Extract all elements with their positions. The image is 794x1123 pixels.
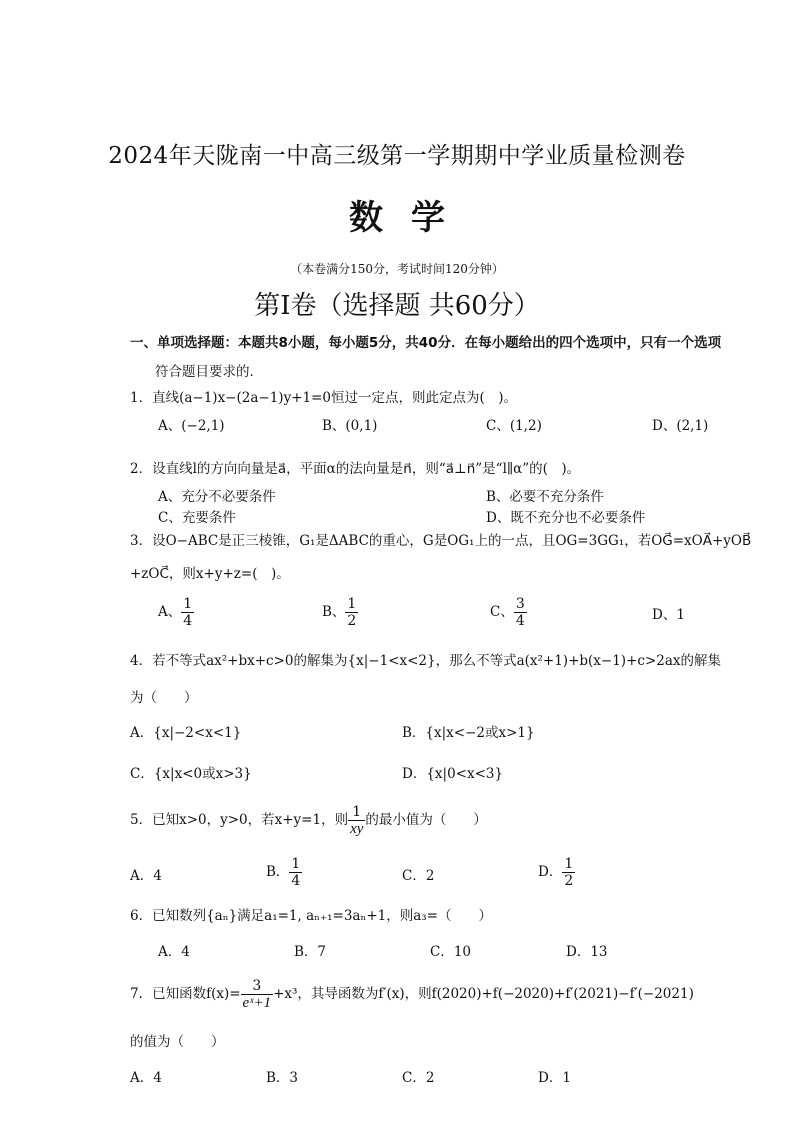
exam-note: （本卷满分150分，考试时间120分钟）: [290, 262, 504, 276]
question-1-option-c: C、(1,2): [486, 418, 542, 434]
question-5-stem: [130, 804, 487, 837]
fraction: [241, 978, 274, 1011]
numerator: 1: [291, 856, 301, 872]
question-7-option-d: D．1: [538, 1070, 571, 1086]
question-4-option-c: C．{x|x<0或x>3}: [130, 766, 252, 782]
question-2-stem: 2．设直线l的方向向量是a⃗，平面α的法向量是n⃗，则“a⃗⊥n⃗”是“l∥α”的( )。: [130, 461, 581, 477]
numerator: 1: [183, 596, 193, 612]
denominator: 4: [183, 613, 193, 629]
question-6-option-b: B．7: [294, 944, 327, 960]
stem-text: +x³，其导函数为f′(x)，则f(2020)+f(−2020)+f′(2021)−f′(−2021): [273, 986, 694, 1002]
fraction: [181, 596, 194, 629]
question-3-stem-cont: +zOC⃗，则x+y+z=( )。: [130, 566, 290, 582]
question-1-option-d: D、(2,1): [652, 418, 709, 434]
question-4-option-b: B．{x|x<−2或x>1}: [402, 725, 535, 741]
numerator: 3: [241, 978, 274, 995]
section-instruction-cont: 符合题目要求的.: [155, 364, 254, 380]
fraction: [289, 856, 302, 889]
question-7-option-a: A．4: [130, 1070, 162, 1086]
stem-text: 的最小值为（ ）: [365, 812, 487, 828]
question-7-option-c: C．2: [402, 1070, 435, 1086]
question-6-option-d: D．13: [566, 944, 608, 960]
question-5-option-d: [538, 856, 575, 889]
fraction: [345, 596, 358, 629]
question-7-options-clipped: [130, 1062, 590, 1086]
question-5-option-a: A．4: [130, 868, 162, 884]
fraction: [562, 856, 575, 889]
question-3-option-d: D、1: [652, 607, 685, 623]
stem-text: 5．已知x>0，y>0，若x+y=1，则: [130, 812, 349, 828]
fraction: [514, 596, 527, 629]
question-2-option-c: C、充要条件: [158, 510, 236, 526]
question-7-option-b: B．3: [266, 1070, 299, 1086]
question-7-stem-cont: 的值为（ ）: [130, 1034, 225, 1050]
denominator: eˣ+1: [242, 995, 272, 1011]
option-label: B、: [322, 604, 346, 620]
numerator: 1: [564, 856, 574, 872]
numerator: 1: [347, 596, 357, 612]
question-7-stem: [130, 978, 765, 1011]
question-2-option-d: D、既不充分也不必要条件: [486, 510, 646, 526]
question-3-option-a: [158, 596, 194, 629]
denominator: 4: [515, 613, 525, 629]
question-3-stem: 3．设O−ABC是正三棱锥，G₁是ΔABC的重心，G是OG₁上的一点，且OG=3GG₁，若OG⃗=xOA⃗+yOB⃗: [130, 533, 752, 549]
question-5-option-b: [266, 856, 302, 889]
question-2-option-a: A、充分不必要条件: [158, 489, 276, 505]
question-4-stem-cont: 为（ ）: [130, 690, 198, 706]
question-4-option-d: D．{x|0<x<3}: [402, 766, 504, 782]
option-label: C、: [490, 604, 514, 620]
question-1-option-b: B、(0,1): [322, 418, 378, 434]
question-3-option-c: [490, 596, 527, 629]
question-2-option-b: B、必要不充分条件: [486, 489, 604, 505]
denominator: 4: [291, 873, 301, 889]
question-3-option-b: [322, 596, 358, 629]
option-label: B．: [266, 864, 290, 880]
numerator: 1: [348, 804, 365, 821]
question-6-option-c: C．10: [430, 944, 472, 960]
denominator: 2: [564, 873, 574, 889]
question-1-option-a: A、(−2,1): [158, 418, 225, 434]
question-6-option-a: A．4: [158, 944, 190, 960]
denominator: 2: [347, 613, 357, 629]
question-4-option-a: A．{x|−2<x<1}: [130, 725, 242, 741]
option-label: A、: [158, 604, 182, 620]
subject-heading: 数学: [349, 198, 473, 238]
numerator: 3: [515, 596, 525, 612]
question-6-stem: 6．已知数列{aₙ}满足a₁=1, aₙ₊₁=3aₙ+1，则a₃=（ ）: [130, 908, 492, 924]
fraction: [348, 804, 365, 837]
exam-title: 2024年天陇南一中高三级第一学期期中学业质量检测卷: [108, 143, 686, 169]
question-5-option-c: C．2: [402, 868, 435, 884]
stem-text: 7．已知函数f(x)=: [130, 986, 241, 1002]
denominator: xy: [350, 821, 364, 837]
section-instruction: 一、单项选择题：本题共8小题，每小题5分，共40分．在每小题给出的四个选项中，只有一个选项: [130, 335, 722, 351]
option-label: D．: [538, 864, 563, 880]
question-4-stem: 4．若不等式ax²+bx+c>0的解集为{x|−1<x<2}，那么不等式a(x²+1)+b(x−1)+c>2ax的解集: [130, 653, 722, 669]
part-heading: 第I卷（选择题 共60分）: [254, 291, 540, 321]
question-1-stem: 1．直线(a−1)x−(2a−1)y+1=0恒过一定点，则此定点为( )。: [130, 390, 518, 406]
